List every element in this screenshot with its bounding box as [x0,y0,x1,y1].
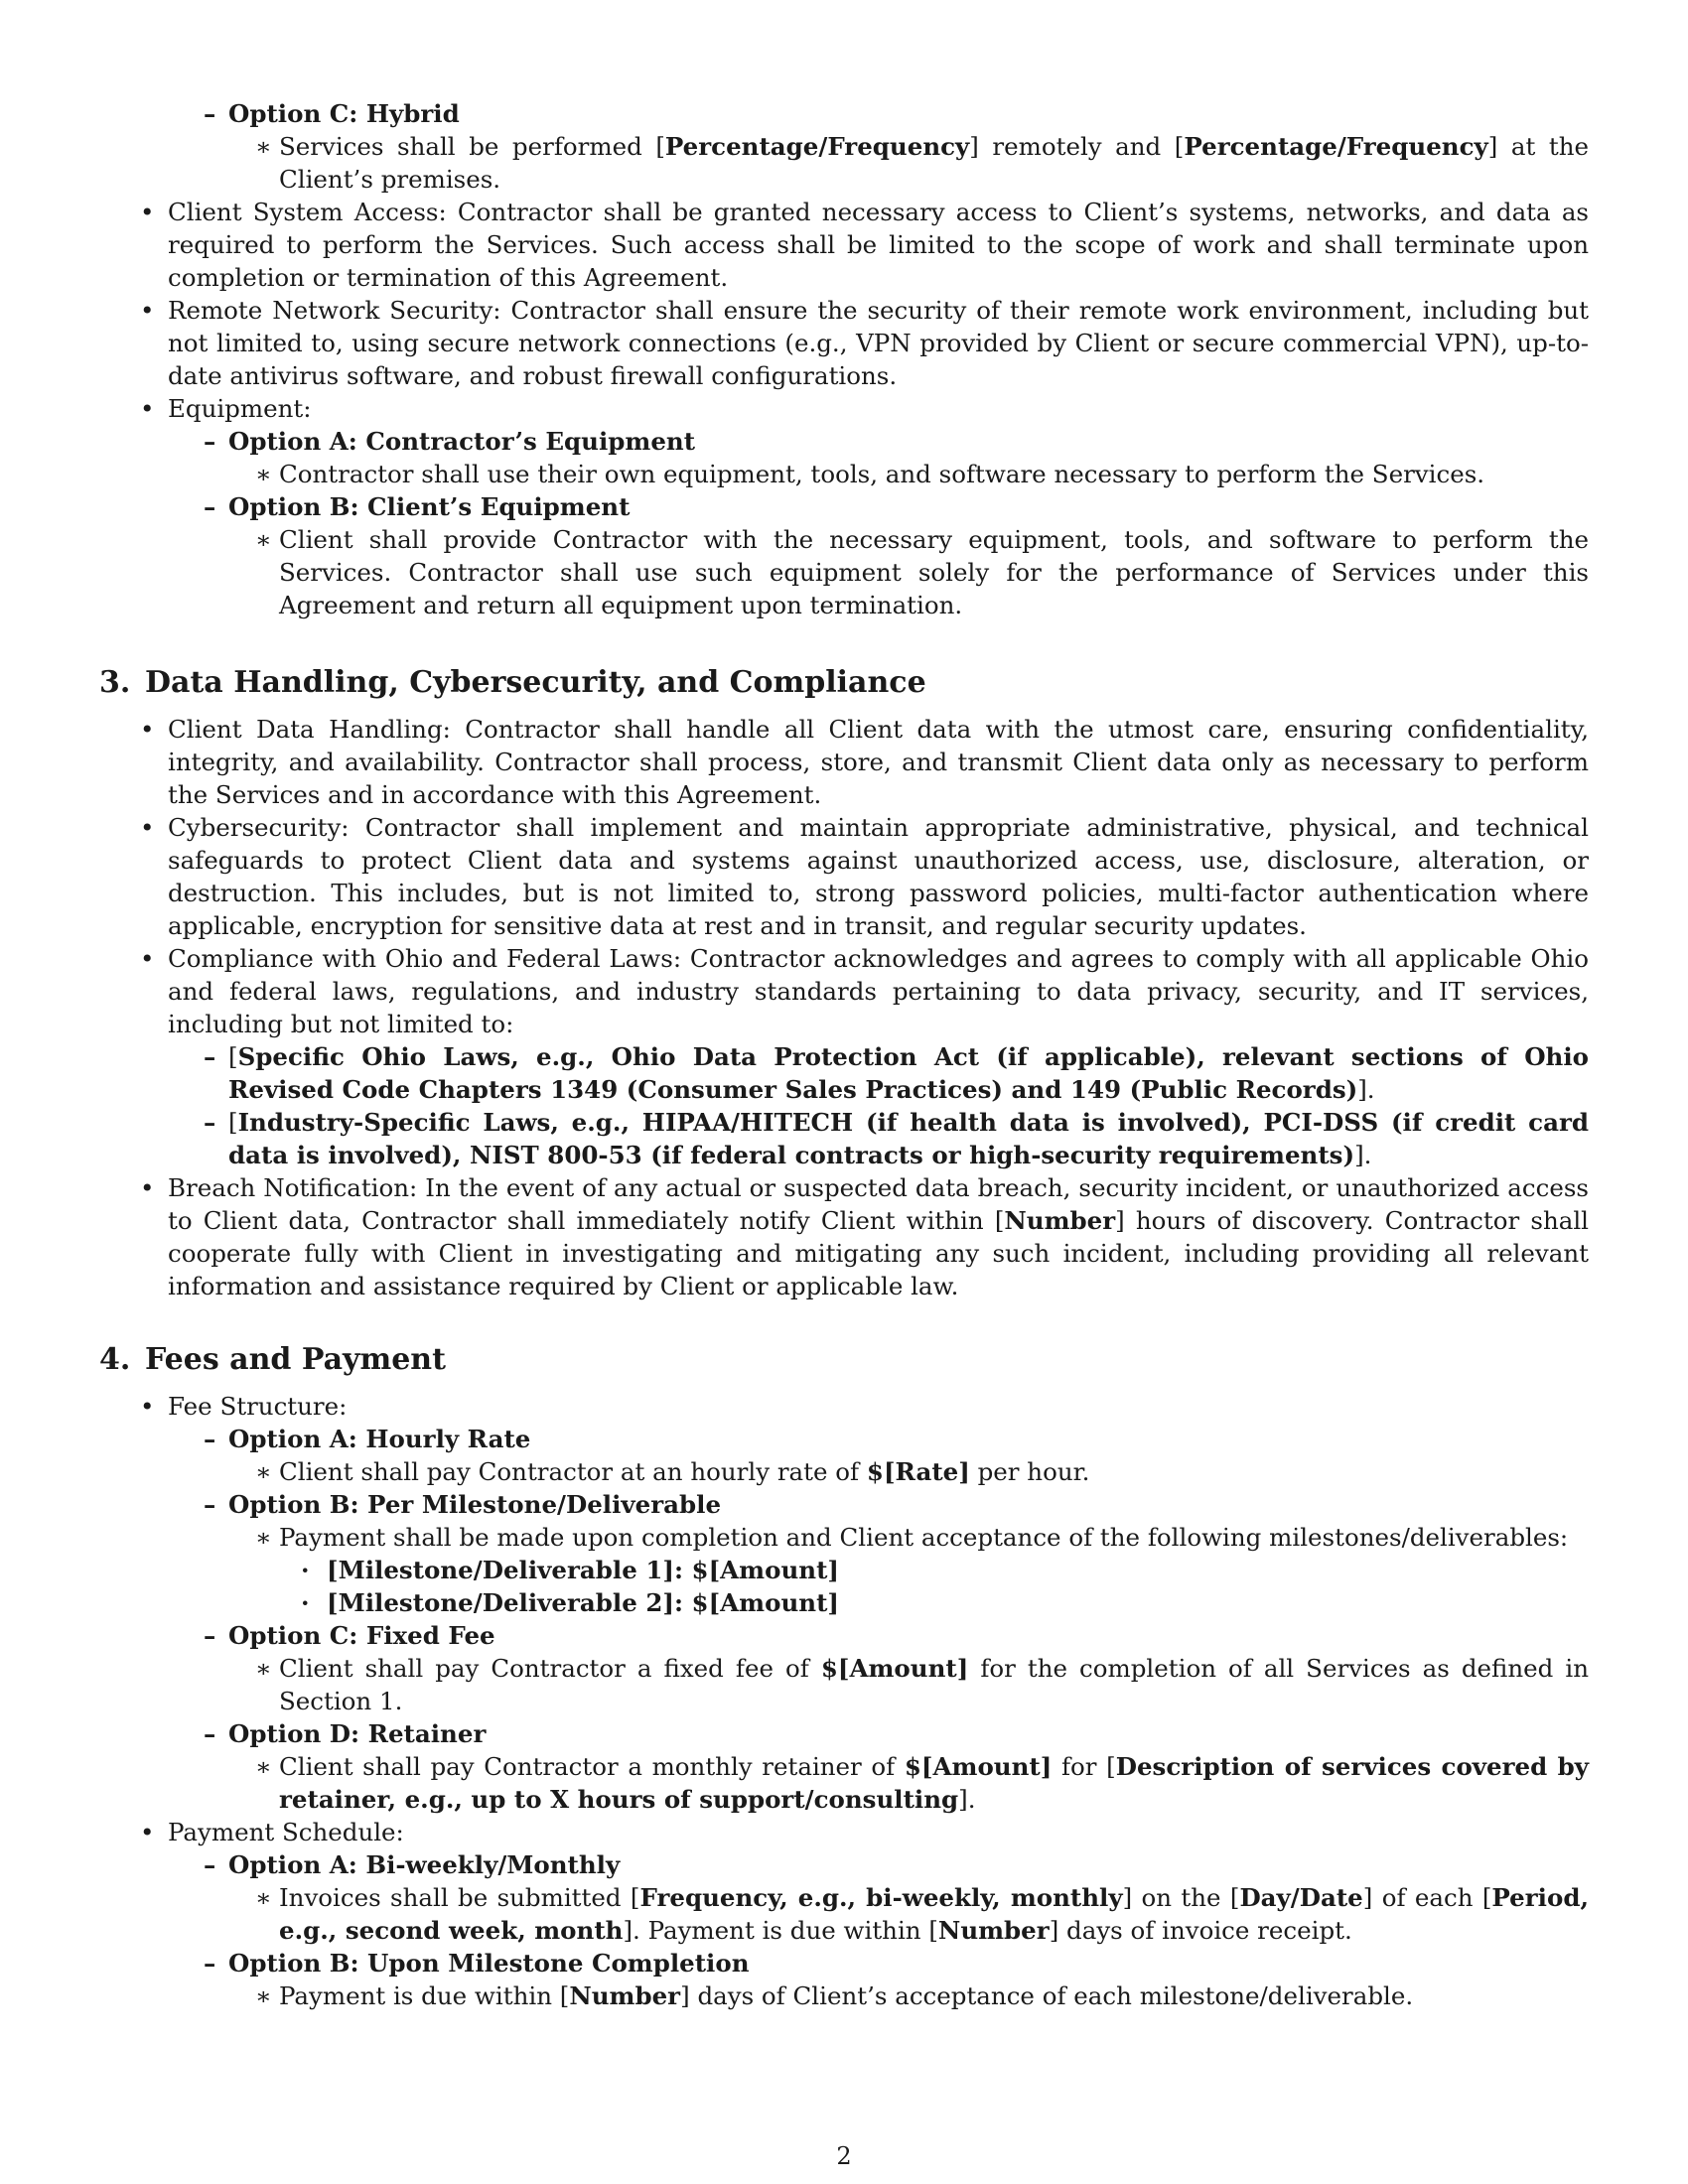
document-page [99,97,1589,2012]
fixed-fee-text: ∗ Client shall pay Contractor a fixed fee of $[Amount] for the completion of all Services as defined in Section 1. [279,1652,1589,1717]
client-system-access: • Client System Access: Contractor shall be granted necessary access to Client’s systems, networks, and data as required to perform the Services. Such access shall be limited to the scope of work and shall terminate upon completion or termination of this Agreement. [168,196,1589,294]
option-b-upon-milestone: – Option B: Upon Milestone Completion [228,1947,1589,1979]
industry-laws-item: – [Industry-Specific Laws, e.g., HIPAA/HITECH (if health data is involved), PCI-DSS (if credit card data is involved), NIST 800-53 (if federal contracts or high-security requirements)]. [228,1106,1589,1171]
option-d-retainer: – Option D: Retainer [228,1717,1589,1750]
equipment: • Equipment: [168,392,1589,425]
fee-structure: • Fee Structure: [168,1390,1589,1423]
compliance-laws: • Compliance with Ohio and Federal Laws: Contractor acknowledges and agrees to comply with all applicable Ohio and federal laws, regulations, and industry standards pertaining to data privacy, security, and IT services, including but not limited to: [168,942,1589,1040]
biweekly-text: ∗ Invoices shall be submitted [Frequency, e.g., bi-weekly, monthly] on the [Day/Date] of each [Period, e.g., second week, month]. Payment is due within [Number] days of invoice receipt. [279,1881,1589,1947]
option-c-fixed-fee: – Option C: Fixed Fee [228,1619,1589,1652]
option-a-contractor-equipment: – Option A: Contractor’s Equipment [228,425,1589,458]
breach-notification: • Breach Notification: In the event of any actual or suspected data breach, security incident, or unauthorized access to Client data, Contractor shall immediately notify Client within [Number] hours of discovery. Contractor shall cooperate fully with Client in investigating and mitigating any such incident, including providing all relevant information and assistance required by Client or applicable law. [168,1171,1589,1302]
client-data-handling: • Client Data Handling: Contractor shall handle all Client data with the utmost care, ensuring confidentiality, integrity, and availability. Contractor shall process, store, and transmit Client data only as necessary to perform the Services and in accordance with this Agreement. [168,713,1589,811]
retainer-text: ∗ Client shall pay Contractor a monthly retainer of $[Amount] for [Description of services covered by retainer, e.g., up to X hours of support/consulting]. [279,1750,1589,1816]
option-a-contractor-equipment-text: ∗ Contractor shall use their own equipment, tools, and software necessary to perform the Services. [279,458,1589,490]
upon-milestone-text: ∗ Payment is due within [Number] days of Client’s acceptance of each milestone/deliverable. [279,1979,1589,2012]
hourly-rate-text: ∗ Client shall pay Contractor at an hourly rate of $[Rate] per hour. [279,1455,1589,1488]
page-number: 2 [836,2142,852,2170]
option-b-client-equipment: – Option B: Client’s Equipment [228,490,1589,523]
milestone-text: ∗ Payment shall be made upon completion and Client acceptance of the following milestones/deliverables: [279,1521,1589,1554]
remote-network-security: • Remote Network Security: Contractor shall ensure the security of their remote work environment, including but not limited to, using secure network connections (e.g., VPN provided by Client or secure commercial VPN), up-to-date antivirus software, and robust firewall configurations. [168,294,1589,392]
option-c-hybrid-text: ∗ Services shall be performed [Percentage/Frequency] remotely and [Percentage/Frequency] at the Client’s premises. [279,130,1589,196]
option-b-client-equipment-text: ∗ Client shall provide Contractor with the necessary equipment, tools, and software to perform the Services. Contractor shall use such equipment solely for the performance of Services under this Agreement and return all equipment upon termination. [279,523,1589,621]
option-b-per-milestone: – Option B: Per Milestone/Deliverable [228,1488,1589,1521]
section-4-heading: 4. Fees and Payment [99,1342,446,1377]
milestone-item-2: · [Milestone/Deliverable 2]: $[Amount] [327,1586,1589,1619]
payment-schedule: • Payment Schedule: [168,1816,1589,1848]
option-a-biweekly-monthly: – Option A: Bi-weekly/Monthly [228,1848,1589,1881]
ohio-laws-item: – [Specific Ohio Laws, e.g., Ohio Data Protection Act (if applicable), relevant sections of Ohio Revised Code Chapters 1349 (Consumer Sales Practices) and 149 (Public Records)]. [228,1040,1589,1106]
milestone-item-1: · [Milestone/Deliverable 1]: $[Amount] [327,1554,1589,1586]
option-a-hourly-rate: – Option A: Hourly Rate [228,1423,1589,1455]
cybersecurity: • Cybersecurity: Contractor shall implement and maintain appropriate administrative, physical, and technical safeguards to protect Client data and systems against unauthorized access, use, disclosure, alteration, or destruction. This includes, but is not limited to, strong password policies, multi-factor authentication where applicable, encryption for sensitive data at rest and in transit, and regular security updates. [168,811,1589,942]
option-c-hybrid: – Option C: Hybrid [228,97,1589,130]
section-3-heading: 3. Data Handling, Cybersecurity, and Compliance [99,665,926,700]
